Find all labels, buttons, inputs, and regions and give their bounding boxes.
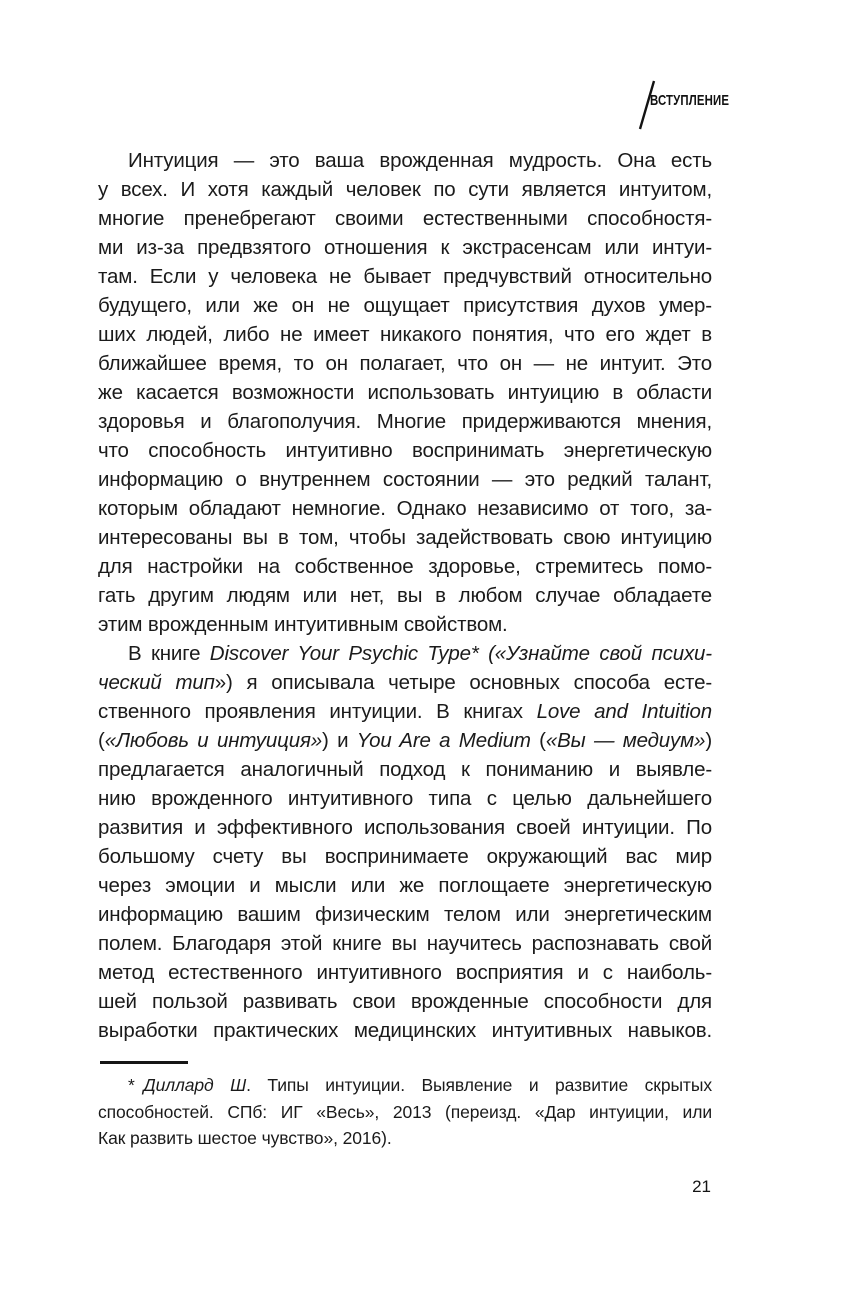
body-text-line: у всех. И хотя каждый человек по сути является интуитом, [98,178,712,201]
page-number: 21 [692,1177,711,1196]
body-text-line: информацию вашим физическим телом или энергетическим [98,903,712,926]
body-text-line: что способность интуитивно воспринимать энергетическую [98,439,712,462]
body-text-line: здоровья и благополучия. Многие придерживаются мнения, [98,410,712,433]
footnote [98,1072,712,1152]
body-text-line: ших людей, либо не имеет никакого понятия, что его ждет в [98,323,712,346]
body-text-line: интересованы вы в том, чтобы задействовать свою интуицию [98,526,712,549]
body-text-line: предлагается аналогичный подход к пониманию и выявле- [98,758,712,781]
body-text-line: там. Если у человека не бывает предчувствий относительно [98,265,712,288]
body-text-line: ческий тип») я описывала четыре основных способа есте- [98,671,712,694]
body-text-line: же касается возможности использовать интуицию в области [98,381,712,404]
body-text-line: развития и эффективного использования своей интуиции. По [98,816,712,839]
footnote-line: * Диллард Ш. Типы интуиции. Выявление и развитие скрытых [128,1075,712,1095]
body-text-line: которым обладают немногие. Однако независимо от того, за- [98,497,712,520]
chapter-header [636,78,746,132]
body-text-line: через эмоции и мысли или же поглощаете энергетическую [98,874,712,897]
body-text-line: многие пренебрегают своими естественными способностя- [98,207,712,230]
footnote-rule [100,1061,188,1064]
body-text [98,146,712,1045]
body-text-line: для настройки на собственное здоровье, стремитесь помо- [98,555,712,578]
body-text-line: Интуиция — это ваша врожденная мудрость. Она есть [128,149,712,172]
body-text-line: ми из-за предвзятого отношения к экстрасенсам или интуи- [98,236,712,259]
body-text-line: В книге Discover Your Psychic Type* («Узнайте свой психи- [128,642,712,665]
body-text-line: полем. Благодаря этой книге вы научитесь распознавать свой [98,932,712,955]
body-text-line: метод естественного интуитивного восприятия и с наиболь- [98,961,712,984]
body-text-line: гать другим людям или нет, вы в любом случае обладаете [98,584,712,607]
body-text-line: выработки практических медицинских интуитивных навыков. [98,1019,712,1042]
body-text-line: нию врожденного интуитивного типа с целью дальнейшего [98,787,712,810]
body-text-line: информацию о внутреннем состоянии — это редкий талант, [98,468,712,491]
body-text-line: ближайшее время, то он полагает, что он — не интуит. Это [98,352,712,375]
body-text-line: шей пользой развивать свои врожденные способности для [98,990,712,1013]
body-text-line: большому счету вы воспринимаете окружающий вас мир [98,845,712,868]
body-text-line: («Любовь и интуиция») и You Are a Medium («Вы — медиум») [98,729,712,752]
footnote-line: способностей. СПб: ИГ «Весь», 2013 (переизд. «Дар интуиции, или [98,1101,712,1122]
body-text-line: ственного проявления интуиции. В книгах Love and Intuition [98,700,712,723]
chapter-header-label: ВСТУПЛЕНИЕ [650,92,730,109]
body-text-line: этим врожденным интуитивным свойством. [98,613,508,636]
body-text-line: будущего, или же он не ощущает присутствия духов умер- [98,294,712,317]
footnote-line: Как развить шестое чувство», 2016). [98,1128,392,1148]
